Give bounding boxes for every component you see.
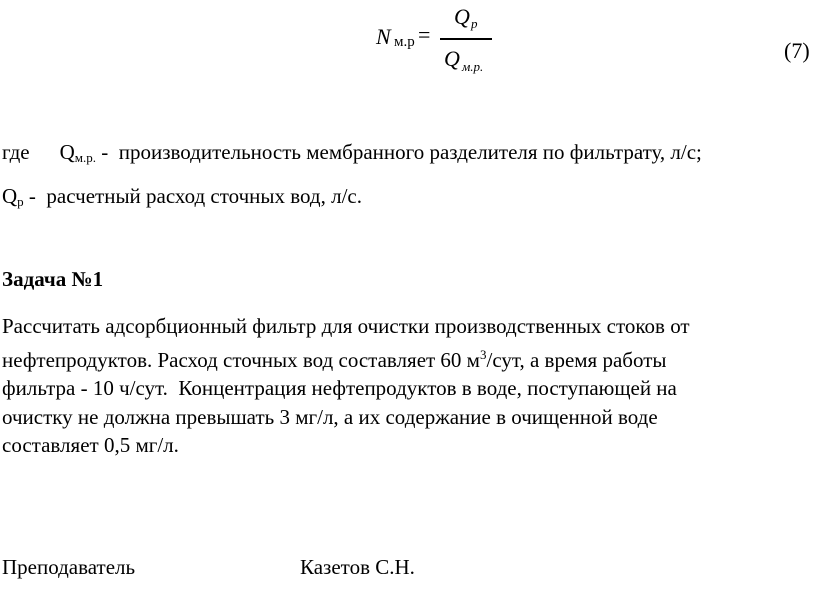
where-word: где [2,140,30,164]
task-line-4: очистку не должна превышать 3 мг/л, а их содержание в очищенной воде [2,404,658,429]
legend-item1-dash: - [101,140,109,164]
task-line-2-superscript: 3 [479,346,487,362]
formula-lhs-symbol: N [376,24,391,49]
formula-block [370,0,510,80]
legend-item2-text: расчетный расход сточных вод, л/с. [46,184,363,208]
legend-item2-symbol: Q [2,184,18,208]
task-line-3: фильтра - 10 ч/сут. Концентрация нефтепродуктов в воде, поступающей на [2,376,677,400]
task-line-2 [2,341,814,375]
legend-line-1 [2,142,702,164]
equation-number: (7) [784,38,810,63]
task-line-2-start: нефтепродуктов. Расход сточных вод составляет 60 м [2,347,480,372]
legend-item1-symbol: Q [59,140,75,164]
task-line-2-end: /сут, а время работы [486,347,667,372]
task-line-5: составляет 0,5 мг/л. [2,433,179,457]
formula-equals-sign: = [418,22,431,47]
legend-item1-subscript: м.р. [74,150,96,165]
signature-name: Казетов С.Н. [300,555,415,579]
formula-numerator-subscript: р [471,16,478,31]
formula-numerator-symbol: Q [454,4,470,29]
formula-denominator-symbol: Q [444,46,460,71]
legend-line-2 [2,186,362,208]
legend-item2-subscript: р [17,194,24,209]
formula-lhs-subscript: м.р [394,34,415,50]
legend-item2-dash: - [28,184,36,208]
task-title: Задача №1 [2,267,104,291]
task-paragraph [2,312,814,460]
legend-item1-text: производительность мембранного разделителя по фильтрату, л/с; [118,140,702,164]
signature-role: Преподаватель [2,555,136,579]
task-line-1: Рассчитать адсорбционный фильтр для очистки производственных стоков от [2,314,690,338]
formula-denominator-subscript: м.р. [462,59,484,74]
formula-fraction-bar [440,38,492,40]
